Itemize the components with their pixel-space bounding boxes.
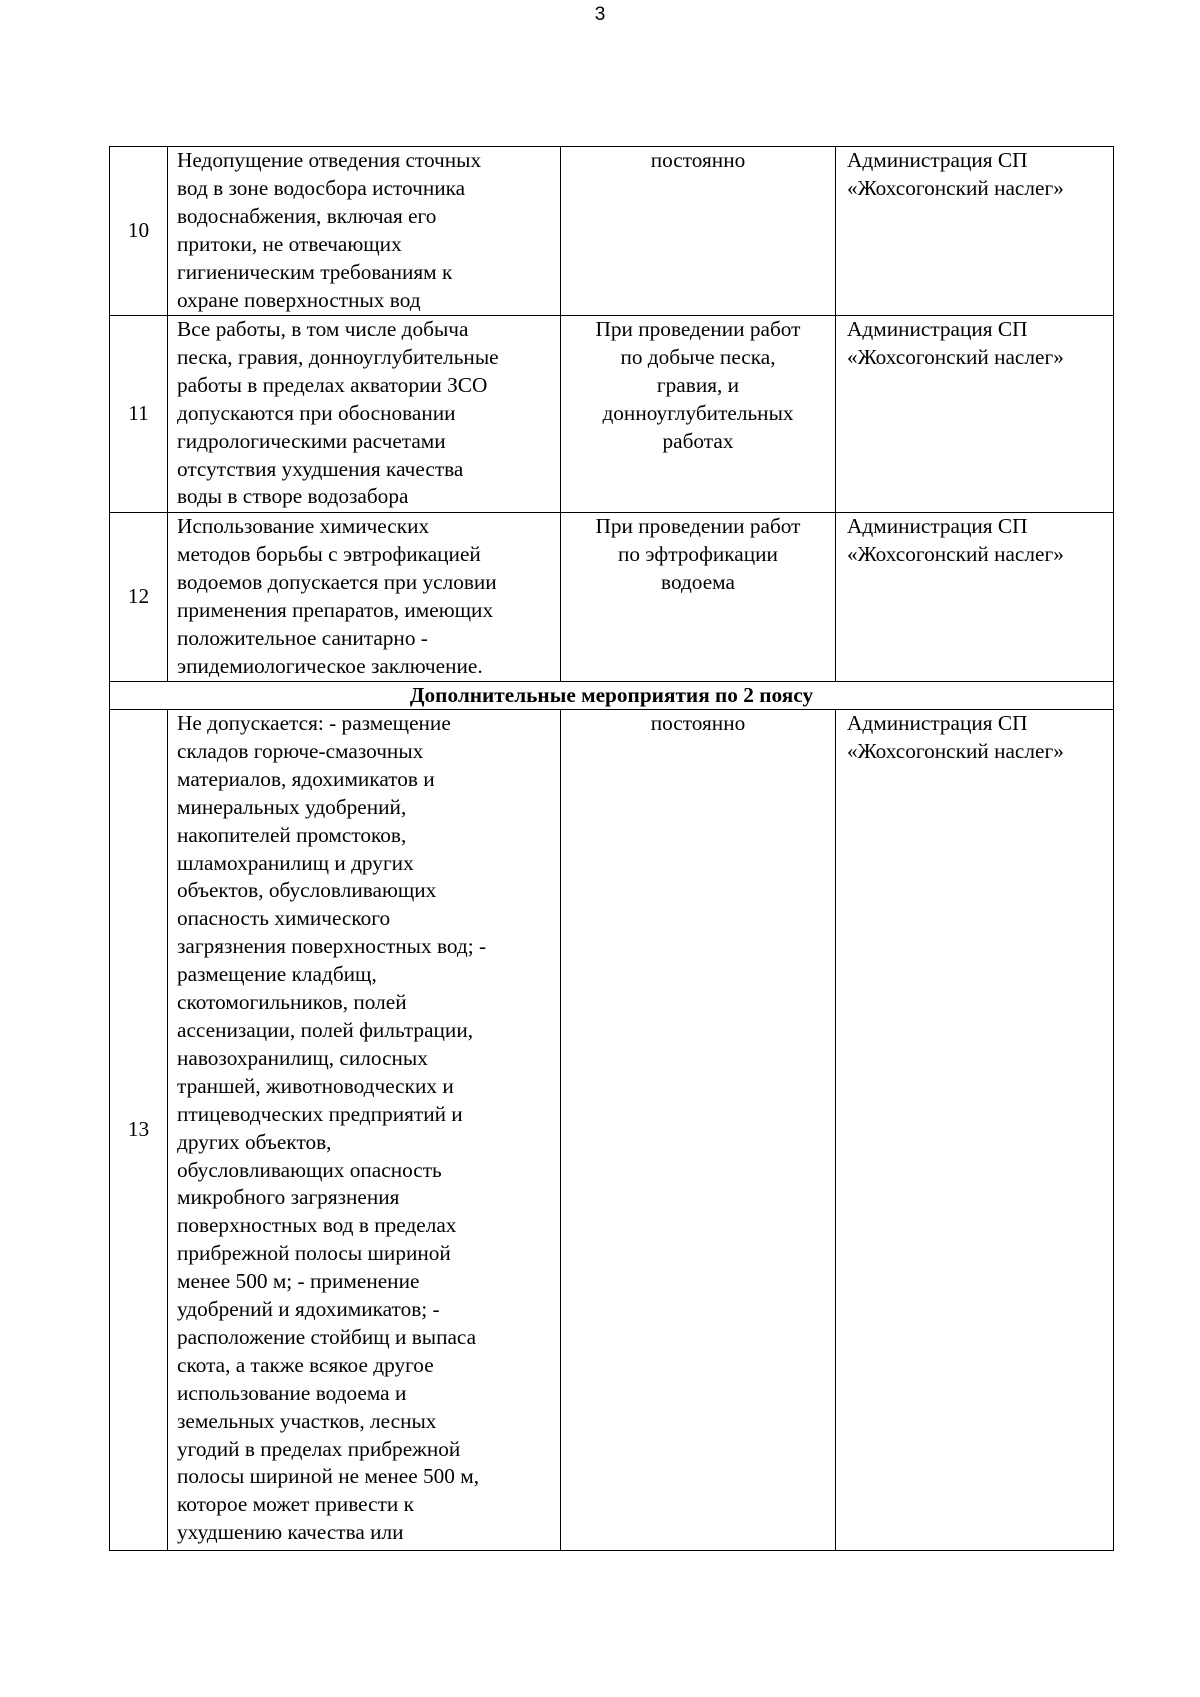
responsible-cell: Администрация СП «Жохсогонский наслег» bbox=[836, 147, 1114, 316]
table-row bbox=[110, 147, 1114, 316]
row-number: 13 bbox=[110, 710, 168, 1551]
table-row bbox=[110, 710, 1114, 1551]
row-number: 10 bbox=[110, 147, 168, 316]
timing-cell: постоянно bbox=[561, 710, 836, 1551]
measures-table bbox=[109, 146, 1114, 1551]
responsible-cell: Администрация СП «Жохсогонский наслег» bbox=[836, 710, 1114, 1551]
page-number: 3 bbox=[594, 4, 606, 25]
responsible-cell: Администрация СП «Жохсогонский наслег» bbox=[836, 513, 1114, 682]
row-number: 12 bbox=[110, 513, 168, 682]
timing-cell: При проведении работ по добыче песка, гравия, и донноуглубительных работах bbox=[561, 316, 836, 513]
measure-cell: Все работы, в том числе добыча песка, гравия, донноуглубительные работы в пределах акватории ЗСО допускаются при обосновании гидрологическими расчетами отсутствия ухудшения качества воды в створе водозабора bbox=[168, 316, 561, 513]
section-header-row bbox=[110, 682, 1114, 710]
timing-cell: постоянно bbox=[561, 147, 836, 316]
row-number: 11 bbox=[110, 316, 168, 513]
measure-cell: Недопущение отведения сточных вод в зоне водосбора источника водоснабжения, включая его притоки, не отвечающих гигиеническим требованиям к охране поверхностных вод bbox=[168, 147, 561, 316]
section-title: Дополнительные мероприятия по 2 поясу bbox=[110, 682, 1114, 710]
timing-cell: При проведении работ по эфтрофикации водоема bbox=[561, 513, 836, 682]
measure-cell: Не допускается: - размещение складов горюче-смазочных материалов, ядохимикатов и минеральных удобрений, накопителей промстоков, шламохранилищ и других объектов, обусловливающих опасность химического загрязнения поверхностных вод; - размещение кладбищ, скотомогильников, полей ассенизации, полей фильтрации, навозохранилищ, силосных траншей, животноводческих и птицеводческих предприятий и других объектов, обусловливающих опасность микробного загрязнения поверхностных вод в пределах прибрежной полосы шириной менее 500 м; - применение удобрений и ядохимикатов; - расположение стойбищ и выпаса скота, а также всякое другое использование водоема и земельных участков, лесных угодий в пределах прибрежной полосы шириной не менее 500 м, которое может привести к ухудшению качества или bbox=[168, 710, 561, 1551]
responsible-cell: Администрация СП «Жохсогонский наслег» bbox=[836, 316, 1114, 513]
table-row bbox=[110, 513, 1114, 682]
table-row bbox=[110, 316, 1114, 513]
measure-cell: Использование химических методов борьбы с эвтрофикацией водоемов допускается при условии применения препаратов, имеющих положительное санитарно - эпидемиологическое заключение. bbox=[168, 513, 561, 682]
